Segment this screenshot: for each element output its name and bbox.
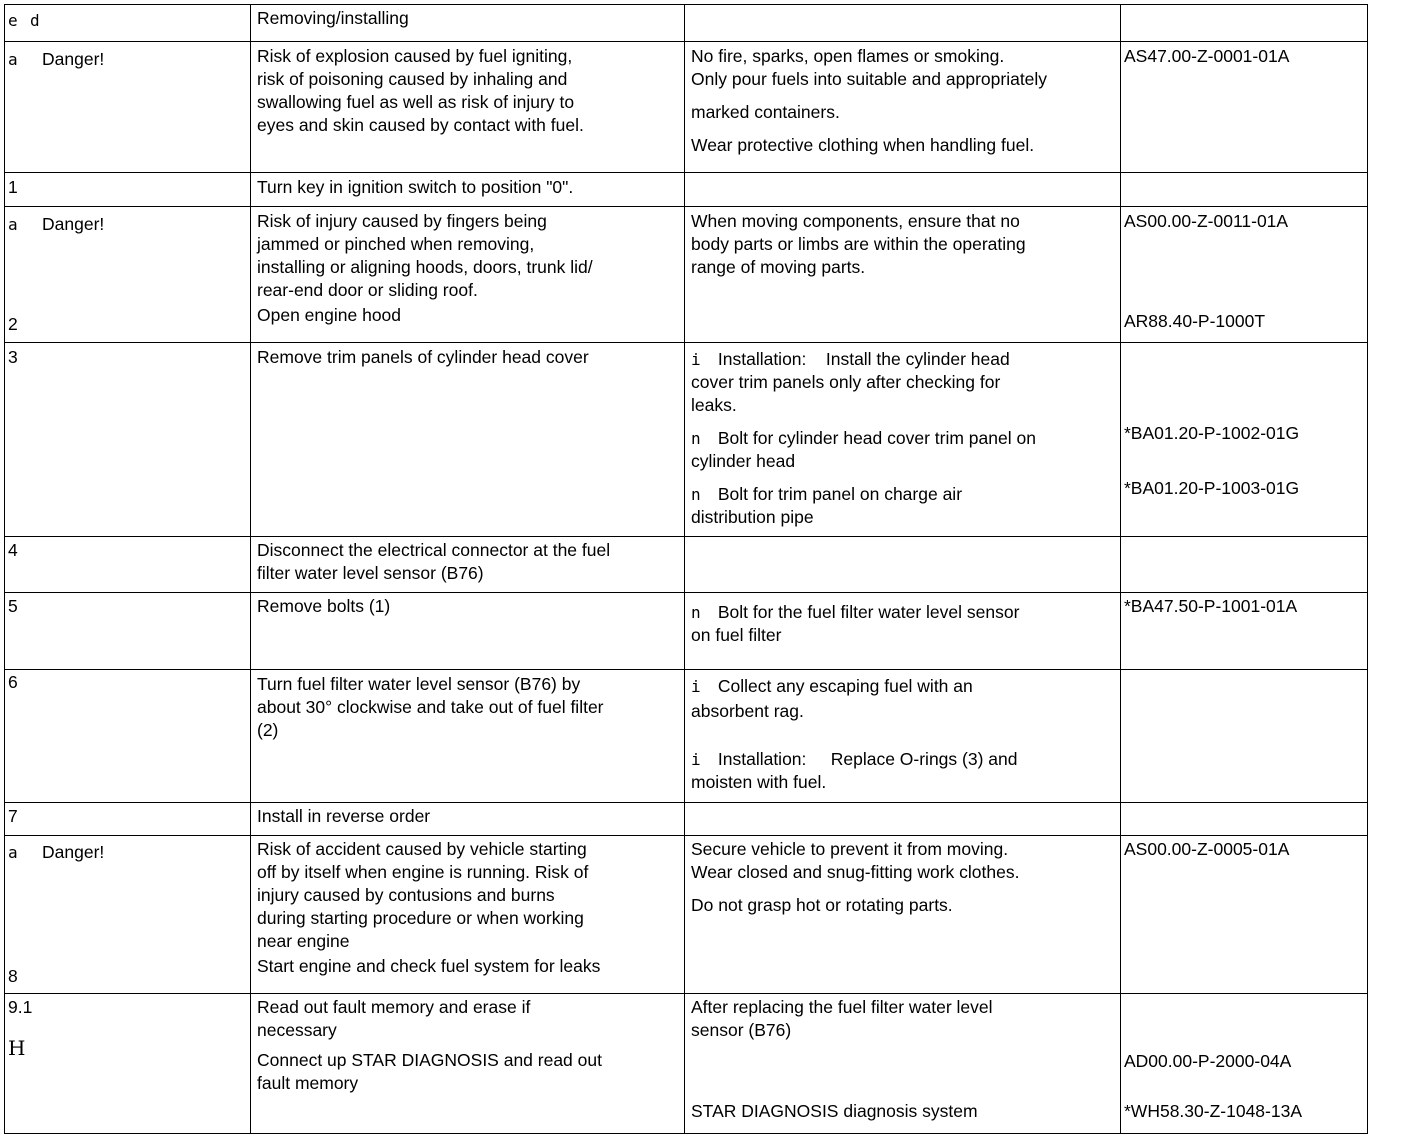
step-row-6 <box>5 670 1368 803</box>
danger-cell <box>5 42 251 173</box>
refs-cell <box>1121 343 1368 537</box>
protective-measures: Secure vehicle to prevent it from moving. Wear closed and snug-fitting work clothes. Do not grasp hot or rotating parts. <box>685 836 1121 994</box>
reference-link[interactable]: AR88.40-P-1000T <box>1124 311 1266 331</box>
step-row-1 <box>5 173 1368 207</box>
danger-label: Danger! <box>42 49 105 69</box>
step-text: Disconnect the electrical connector at the fuel filter water level sensor (B76) <box>251 537 685 593</box>
header-symbols <box>5 5 251 42</box>
danger-row-fuel <box>5 42 1368 173</box>
warning-icon: a <box>8 843 18 862</box>
reference-link[interactable]: AS00.00-Z-0005-01A <box>1121 836 1368 994</box>
risk-text: Risk of accident caused by vehicle starting off by itself when engine is running. Risk of injury caused by contusions and burns during starting procedure or when working near engine Start engine and check fuel system for leaks <box>251 836 685 994</box>
reference-link[interactable]: *WH58.30-Z-1048-13A <box>1124 1101 1302 1121</box>
step-number: 6 <box>5 670 251 803</box>
danger-row-injury <box>5 207 1368 343</box>
reference-link[interactable]: AD00.00-P-2000-04A <box>1124 1051 1292 1071</box>
step-text: Read out fault memory and erase if necessary Connect up STAR DIAGNOSIS and read out fault memory <box>251 994 685 1134</box>
step-number: 8 <box>8 966 18 986</box>
bolt-note: n Bolt for the fuel filter water level sensor on fuel filter <box>685 593 1121 670</box>
measures-cell: After replacing the fuel filter water level sensor (B76) STAR DIAGNOSIS diagnosis system <box>685 994 1121 1134</box>
protective-measures: When moving components, ensure that no body parts or limbs are within the operating range of moving parts. <box>685 207 1121 343</box>
info-icon: i <box>691 677 701 696</box>
e-symbol: e <box>8 11 18 30</box>
step-row-4 <box>5 537 1368 593</box>
work-procedure-table <box>4 4 1368 1134</box>
step-text: Open engine hood <box>257 305 402 325</box>
risk-text: Risk of injury caused by fingers being jammed or pinched when removing, installing or aligning hoods, doors, trunk lid/ rear-end door or sliding roof. Open engine hood <box>251 207 685 343</box>
notes-cell: i Collect any escaping fuel with an absorbent rag. i Installation: Replace O-rings (3) and moisten with fuel. <box>685 670 1121 803</box>
step-row-7 <box>5 803 1368 836</box>
reference-link[interactable]: AS00.00-Z-0011-01A <box>1124 211 1289 231</box>
bolt-icon: n <box>691 485 701 504</box>
step-row-3 <box>5 343 1368 537</box>
bolt-note: n Bolt for trim panel on charge air <box>691 484 963 504</box>
danger-cell <box>5 207 251 343</box>
step-text: Remove trim panels of cylinder head cover <box>251 343 685 537</box>
step-number: 3 <box>5 343 251 537</box>
step-number: 7 <box>5 803 251 836</box>
danger-label: Danger! <box>42 842 105 862</box>
step-number-cell <box>5 994 251 1134</box>
info-icon: i <box>691 350 701 369</box>
warning-icon: a <box>8 215 18 234</box>
d-symbol: d <box>30 11 40 30</box>
bolt-icon: n <box>691 603 701 622</box>
diagnosis-icon: H <box>8 1036 26 1060</box>
risk-text: Risk of explosion caused by fuel igniting, risk of poisoning caused by inhaling and swallowing fuel as well as risk of injury to eyes and skin caused by contact with fuel. <box>251 42 685 173</box>
step-text: Install in reverse order <box>251 803 685 836</box>
step-number: 1 <box>5 173 251 207</box>
reference-link[interactable]: *BA01.20-P-1003-01G <box>1124 478 1300 498</box>
sub-step-text: Connect up STAR DIAGNOSIS and read out <box>257 1050 602 1070</box>
reference-link[interactable]: *BA47.50-P-1001-01A <box>1121 593 1368 670</box>
bolt-note: n Bolt for cylinder head cover trim panel on <box>691 428 1036 448</box>
header-row <box>5 5 1368 42</box>
step-row-5 <box>5 593 1368 670</box>
step-number: 5 <box>5 593 251 670</box>
refs-cell <box>1121 994 1368 1134</box>
protective-measures: No fire, sparks, open flames or smoking. Only pour fuels into suitable and appropriately marked containers. Wear protective clothing when handling fuel. <box>685 42 1121 173</box>
step-text: Turn fuel filter water level sensor (B76) by about 30° clockwise and take out of fuel filter (2) <box>251 670 685 803</box>
step-text: Remove bolts (1) <box>251 593 685 670</box>
header-title: Removing/installing <box>251 5 685 42</box>
diagnosis-system-label: STAR DIAGNOSIS diagnosis system <box>691 1101 978 1121</box>
danger-row-accident <box>5 836 1368 994</box>
info-note: i Collect any escaping fuel with an <box>691 676 973 696</box>
step-text: Start engine and check fuel system for leaks <box>257 956 601 976</box>
danger-cell <box>5 836 251 994</box>
step-number: 4 <box>5 537 251 593</box>
danger-label: Danger! <box>42 214 105 234</box>
bolt-icon: n <box>691 429 701 448</box>
reference-link[interactable]: AS47.00-Z-0001-01A <box>1121 42 1368 173</box>
step-number: 2 <box>8 314 18 334</box>
installation-note: i Installation: Install the cylinder head <box>691 349 1010 369</box>
installation-note: i Installation: Replace O-rings (3) and <box>691 749 1018 769</box>
step-number: 9.1 <box>8 997 33 1017</box>
reference-link[interactable]: *BA01.20-P-1002-01G <box>1124 423 1300 443</box>
warning-icon: a <box>8 50 18 69</box>
step-row-9-1 <box>5 994 1368 1134</box>
step-text: Turn key in ignition switch to position "0". <box>251 173 685 207</box>
info-icon: i <box>691 750 701 769</box>
notes-cell: i Installation: Install the cylinder head cover trim panels only after checking for leaks. n Bolt for cylinder head cover trim panel on cylinder head n Bolt for trim panel on charge air distribution pipe <box>685 343 1121 537</box>
